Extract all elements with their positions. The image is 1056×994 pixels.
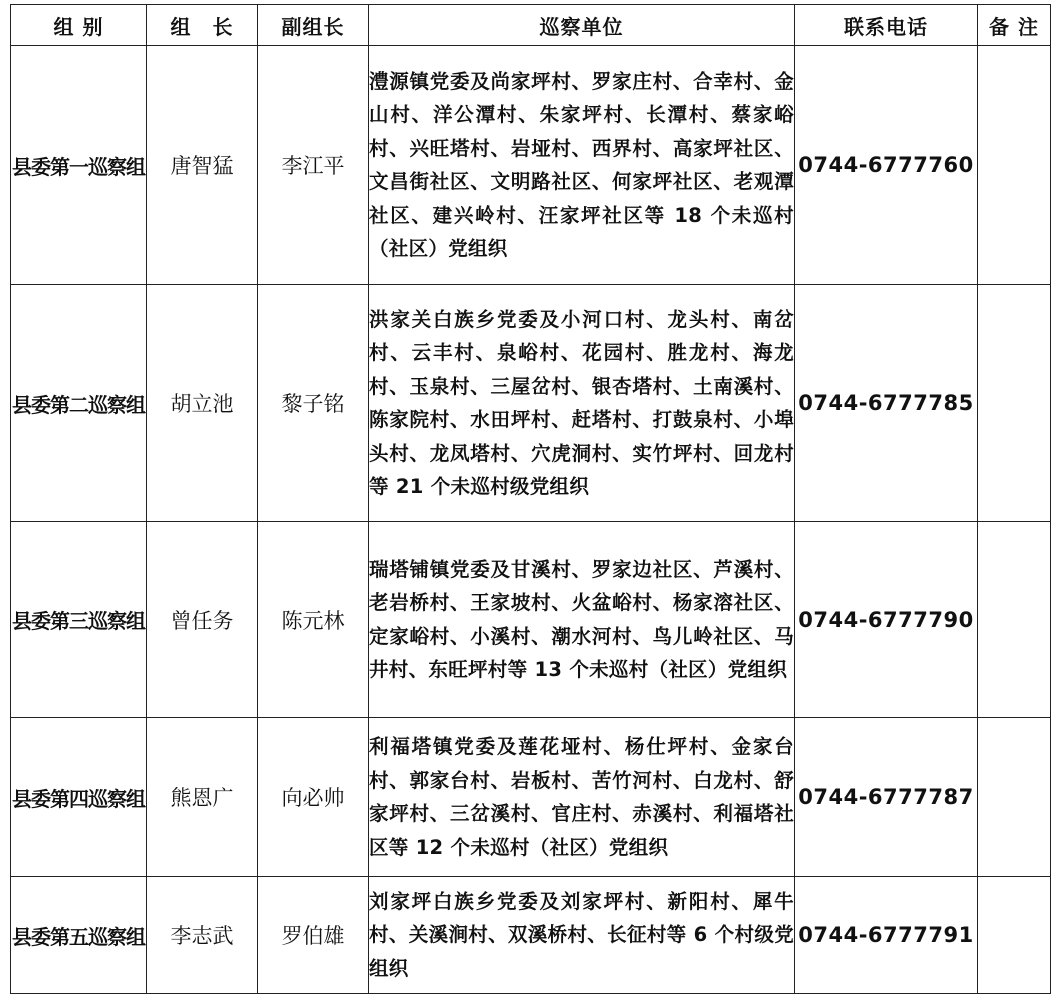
note-cell: [978, 718, 1051, 877]
group-name-cell: 县委第五巡察组: [11, 877, 147, 994]
table-row: [11, 522, 1051, 718]
units-cell: 刘家坪白族乡党委及刘家坪村、新阳村、犀牛村、关溪涧村、双溪桥村、长征村等 6 个村级党组织: [369, 877, 795, 994]
units-cell: 洪家关白族乡党委及小河口村、龙头村、南岔村、云丰村、泉峪村、花园村、胜龙村、海龙村、玉泉村、三屋岔村、银杏塔村、土南溪村、陈家院村、水田坪村、赶塔村、打鼓泉村、小埠头村、龙凤塔村、穴虎洞村、实竹坪村、回龙村等 21 个未巡村级党组织: [369, 285, 795, 522]
table-row: [11, 877, 1051, 994]
group-name-cell: 县委第四巡察组: [11, 718, 147, 877]
note-cell: [978, 522, 1051, 718]
table-row: [11, 718, 1051, 877]
header-leader: 组 长: [147, 5, 258, 46]
phone-cell: 0744-6777791: [795, 877, 978, 994]
phone-cell: 0744-6777790: [795, 522, 978, 718]
table-row: [11, 285, 1051, 522]
units-cell: 瑞塔铺镇党委及甘溪村、罗家边社区、芦溪村、老岩桥村、王家坡村、火盆峪村、杨家溶社区、定家峪村、小溪村、潮水河村、鸟儿岭社区、马井村、东旺坪村等 13 个未巡村（社区）党组织: [369, 522, 795, 718]
note-cell: [978, 46, 1051, 285]
inspection-group-table: [10, 4, 1051, 994]
header-note: 备 注: [978, 5, 1051, 46]
deputy-cell: 向必帅: [258, 718, 369, 877]
leader-cell: 李志武: [147, 877, 258, 994]
deputy-cell: 陈元林: [258, 522, 369, 718]
units-cell: 澧源镇党委及尚家坪村、罗家庄村、合幸村、金山村、洋公潭村、朱家坪村、长潭村、蔡家峪村、兴旺塔村、岩垭村、西界村、高家坪社区、文昌街社区、文明路社区、何家坪社区、老观潭社区、建兴岭村、汪家坪社区等 18 个未巡村（社区）党组织: [369, 46, 795, 285]
note-cell: [978, 877, 1051, 994]
note-cell: [978, 285, 1051, 522]
phone-cell: 0744-6777760: [795, 46, 978, 285]
leader-cell: 胡立池: [147, 285, 258, 522]
header-units: 巡察单位: [369, 5, 795, 46]
header-deputy: 副组长: [258, 5, 369, 46]
leader-cell: 曾任务: [147, 522, 258, 718]
phone-cell: 0744-6777787: [795, 718, 978, 877]
header-group: 组 别: [11, 5, 147, 46]
units-cell: 利福塔镇党委及莲花垭村、杨仕坪村、金家台村、郭家台村、岩板村、苦竹河村、白龙村、舒家坪村、三岔溪村、官庄村、赤溪村、利福塔社区等 12 个未巡村（社区）党组织: [369, 718, 795, 877]
deputy-cell: 李江平: [258, 46, 369, 285]
leader-cell: 熊恩广: [147, 718, 258, 877]
deputy-cell: 罗伯雄: [258, 877, 369, 994]
leader-cell: 唐智猛: [147, 46, 258, 285]
group-name-cell: 县委第一巡察组: [11, 46, 147, 285]
header-phone: 联系电话: [795, 5, 978, 46]
table-header-row: [11, 5, 1051, 46]
table-row: [11, 46, 1051, 285]
deputy-cell: 黎子铭: [258, 285, 369, 522]
phone-cell: 0744-6777785: [795, 285, 978, 522]
group-name-cell: 县委第三巡察组: [11, 522, 147, 718]
group-name-cell: 县委第二巡察组: [11, 285, 147, 522]
